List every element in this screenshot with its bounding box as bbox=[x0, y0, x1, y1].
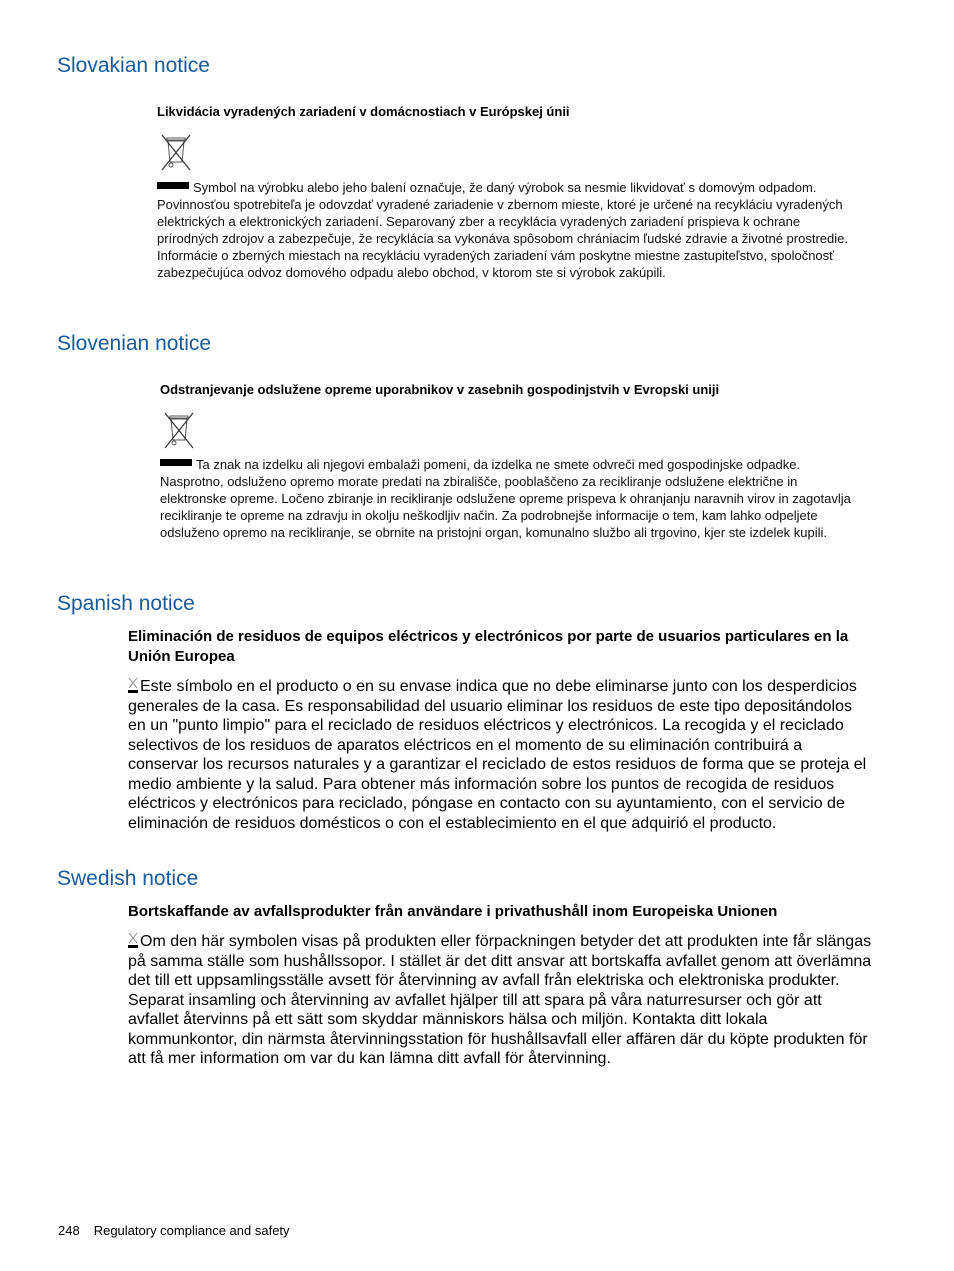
body-text-swedish: Om den här symbolen visas på produkten eller förpackningen betyder det att produkten inte får slängas på samma ställe som hushållssopor. I stället är det ditt ansvar att bortskaffa avfallet genom att överlämna det till ett uppsamlingsställe avsett för återvinning av avfall från elektriska och elektroniska produkter. Separat insamling och återvinning av avfallet hjälper till att spara på våra naturresurser och gör att avfallet återvinns på ett sätt som skyddar människors hälsa och miljön. Kontakta ditt lokala kommunkontor, din närmsta återvinningsstation för hushållsavfall eller affären där du köpte produkten för att få mer information om var du kan lämna ditt avfall för återvinning. bbox=[128, 933, 872, 1067]
body-text-slovenian: Ta znak na izdelku ali njegovi embalaži pomeni, da izdelka ne smete odvreči med gospodinjske odpadke. Nasprotno, odsluženo opremo morate predati na zbirališče, pooblaščeno za recikliranje odslužene električne in elektronske opreme. Ločeno zbiranje in recikliranje odslužene opreme prispeva k ohranjanju naravnih virov in zagotavlja recikliranje te opreme na zdravju in okolju neškodljiv način. Za podrobnejše informacije o tem, kam lahko odpeljete odsluženo opremo na recikliranje, se obrnite na pristojni organ, komunalno službo ali trgovino, kjer ste izdelek kupili. bbox=[160, 457, 851, 540]
crossed-bin-icon bbox=[128, 677, 138, 693]
body-swedish bbox=[128, 932, 873, 1069]
section-title-spanish: Spanish notice bbox=[57, 592, 195, 615]
crossed-bin-icon bbox=[128, 932, 138, 948]
section-title-swedish: Swedish notice bbox=[57, 867, 199, 890]
chapter-title: Regulatory compliance and safety bbox=[93, 1223, 290, 1238]
subheading-slovenian: Odstranjevanje odslužene opreme uporabnikov v zasebnih gospodinjstvih v Evropski uniji bbox=[160, 382, 720, 397]
body-slovenian bbox=[160, 456, 860, 541]
subheading-spanish: Eliminación de residuos de equipos eléctricos y electrónicos por parte de usuarios particulares en la Unión Europea bbox=[128, 628, 849, 665]
body-text-spanish: Este símbolo en el producto o en su envase indica que no debe eliminarse junto con los desperdicios generales de la casa. Es responsabilidad del usuario eliminar los residuos de este tipo depositándolos en un "punto limpio" para el reciclado de residuos eléctricos y electrónicos. La recogida y el reciclado selectivos de los residuos de aparatos eléctricos en el momento de su eliminación contribuirá a conservar los recursos naturales y a garantizar el reciclado de estos residuos de forma que se proteja el medio ambiente y la salud. Para obtener más información sobre los puntos de recogida de residuos eléctricos y electrónicos para reciclado, póngase en contacto con su ayuntamiento, con el servicio de eliminación de residuos domésticos o con el establecimiento en el que adquirió el producto. bbox=[128, 678, 867, 832]
page-footer bbox=[58, 1223, 304, 1238]
section-title-slovenian: Slovenian notice bbox=[57, 332, 212, 355]
body-text-slovakian: Symbol na výrobku alebo jeho balení označuje, že daný výrobok sa nesmie likvidovať s domovým odpadom. Povinnosťou spotrebiteľa je odovzdať vyradené zariadenie v zbernom mieste, ktoré je určené na recykláciu vyradených elektrických a elektronických zariadení. Separovaný zber a recyklácia vyradených zariadení prispieva k ochrane prírodných zdrojov a zabezpečuje, že recyklácia sa vykonáva spôsobom chrániacim ľudské zdravie a životné prostredie. Informácie o zberných miestach na recykláciu vyradených zariadení vám poskytne miestne zastupiteľstvo, spoločnosť zabezpečujúca odvoz domového odpadu alebo obchod, v ktorom ste si výrobok zakúpili. bbox=[157, 180, 848, 280]
subheading-swedish: Bortskaffande av avfallsprodukter från användare i privathushåll inom Europeiska Unionen bbox=[128, 903, 778, 920]
black-bar-marker bbox=[157, 182, 189, 189]
crossed-bin-icon bbox=[158, 132, 194, 174]
section-title-slovakian: Slovakian notice bbox=[57, 54, 210, 77]
subheading-slovakian: Likvidácia vyradených zariadení v domácnostiach v Európskej únii bbox=[157, 104, 570, 119]
body-slovakian bbox=[157, 179, 857, 281]
body-spanish bbox=[128, 677, 873, 833]
crossed-bin-icon bbox=[161, 410, 197, 452]
black-bar-marker bbox=[160, 459, 192, 466]
page-number: 248 bbox=[58, 1223, 80, 1238]
